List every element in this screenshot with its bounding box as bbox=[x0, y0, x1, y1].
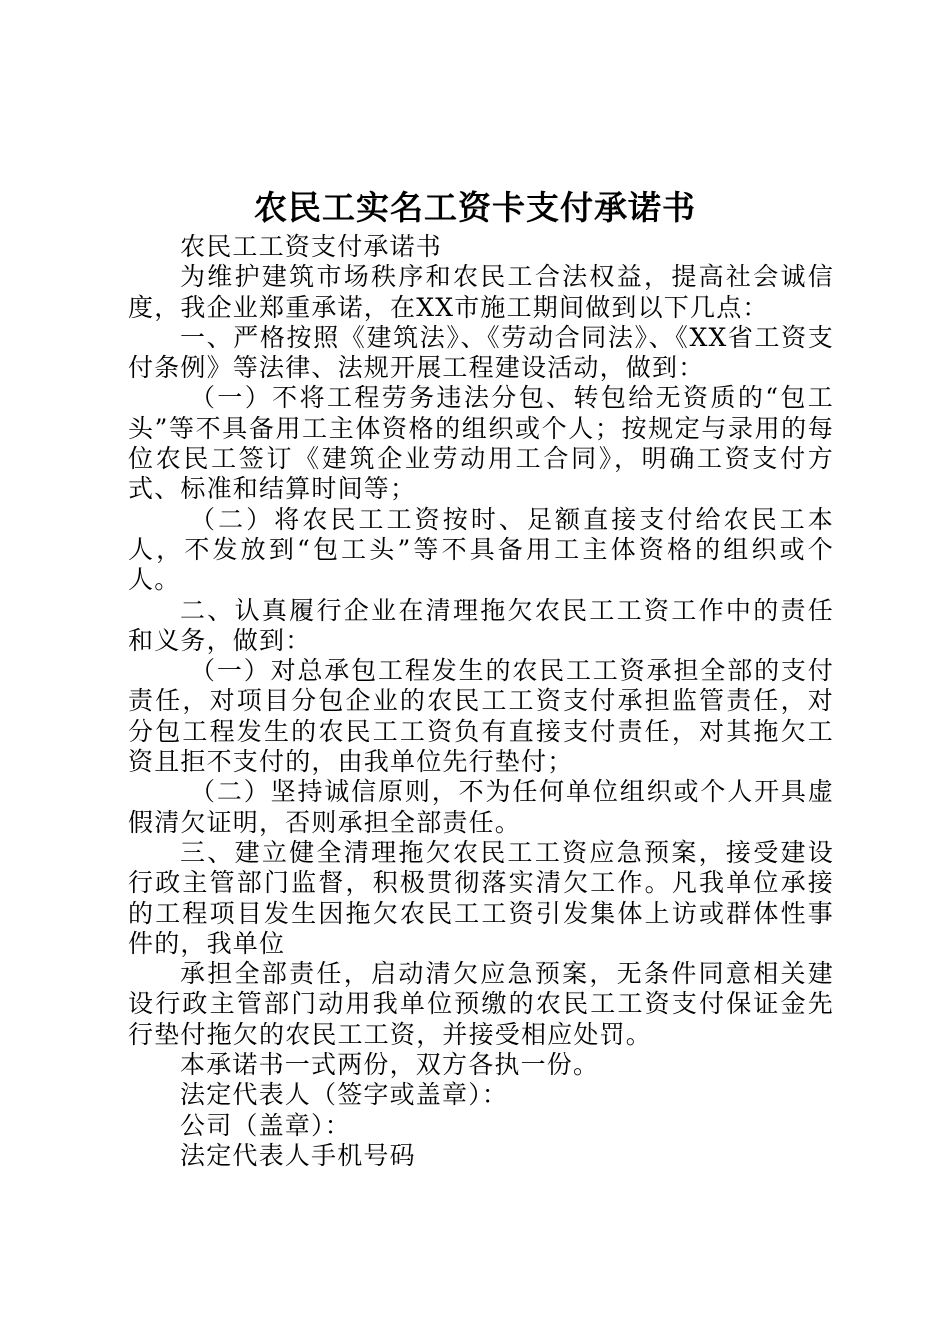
company-seal-line: 公司（盖章）： bbox=[180, 1110, 351, 1140]
section-two-paragraph: 二、认真履行企业在清理拖欠农民工工资工作中的责任和义务，做到： bbox=[128, 595, 834, 655]
legal-representative-signature-line: 法定代表人（签字或盖章）： bbox=[180, 1080, 509, 1110]
section-three-continued: 承担全部责任，启动清欠应急预案，无条件同意相关建设行政主管部门动用我单位预缴的农民工工资支付保证金先行垫付拖欠的农民工工资，并接受相应处罚。 bbox=[128, 959, 834, 1049]
section-two-item-two: （二）坚持诚信原则，不为任何单位组织或个人开具虚假清欠证明，否则承担全部责任。 bbox=[128, 777, 834, 837]
representative-phone-line: 法定代表人手机号码 bbox=[180, 1140, 416, 1170]
copies-statement: 本承诺书一式两份，双方各执一份。 bbox=[180, 1050, 600, 1080]
section-one-item-one: （一）不将工程劳务违法分包、转包给无资质的“包工头”等不具备用工主体资格的组织或个人；按规定与录用的每位农民工签订《建筑企业劳动用工合同》，明确工资支付方式、标准和结算时间等； bbox=[128, 383, 834, 504]
section-three-paragraph: 三、建立健全清理拖欠农民工工资应急预案，接受建设行政主管部门监督，积极贯彻落实清欠工作。凡我单位承接的工程项目发生因拖欠农民工工资引发集体上访或群体性事件的，我单位 bbox=[128, 837, 834, 958]
document-title: 农民工实名工资卡支付承诺书 bbox=[254, 188, 696, 227]
intro-paragraph: 为维护建筑市场秩序和农民工合法权益，提高社会诚信度，我企业郑重承诺，在XX市施工期间做到以下几点： bbox=[128, 262, 834, 322]
section-one-paragraph: 一、严格按照《建筑法》、《劳动合同法》、《XX省工资支付条例》等法律、法规开展工程建设活动，做到： bbox=[128, 322, 834, 383]
section-one-item-two: （二）将农民工工资按时、足额直接支付给农民工本人，不发放到“包工头”等不具备用工主体资格的组织或个人。 bbox=[128, 504, 834, 595]
section-two-item-one: （一）对总承包工程发生的农民工工资承担全部的支付责任，对项目分包企业的农民工工资支付承担监管责任，对分包工程发生的农民工工资负有直接支付责任，对其拖欠工资且拒不支付的，由我单位先行垫付； bbox=[128, 656, 834, 777]
subtitle-paragraph: 农民工工资支付承诺书 bbox=[180, 232, 443, 261]
document-body bbox=[128, 232, 834, 1171]
